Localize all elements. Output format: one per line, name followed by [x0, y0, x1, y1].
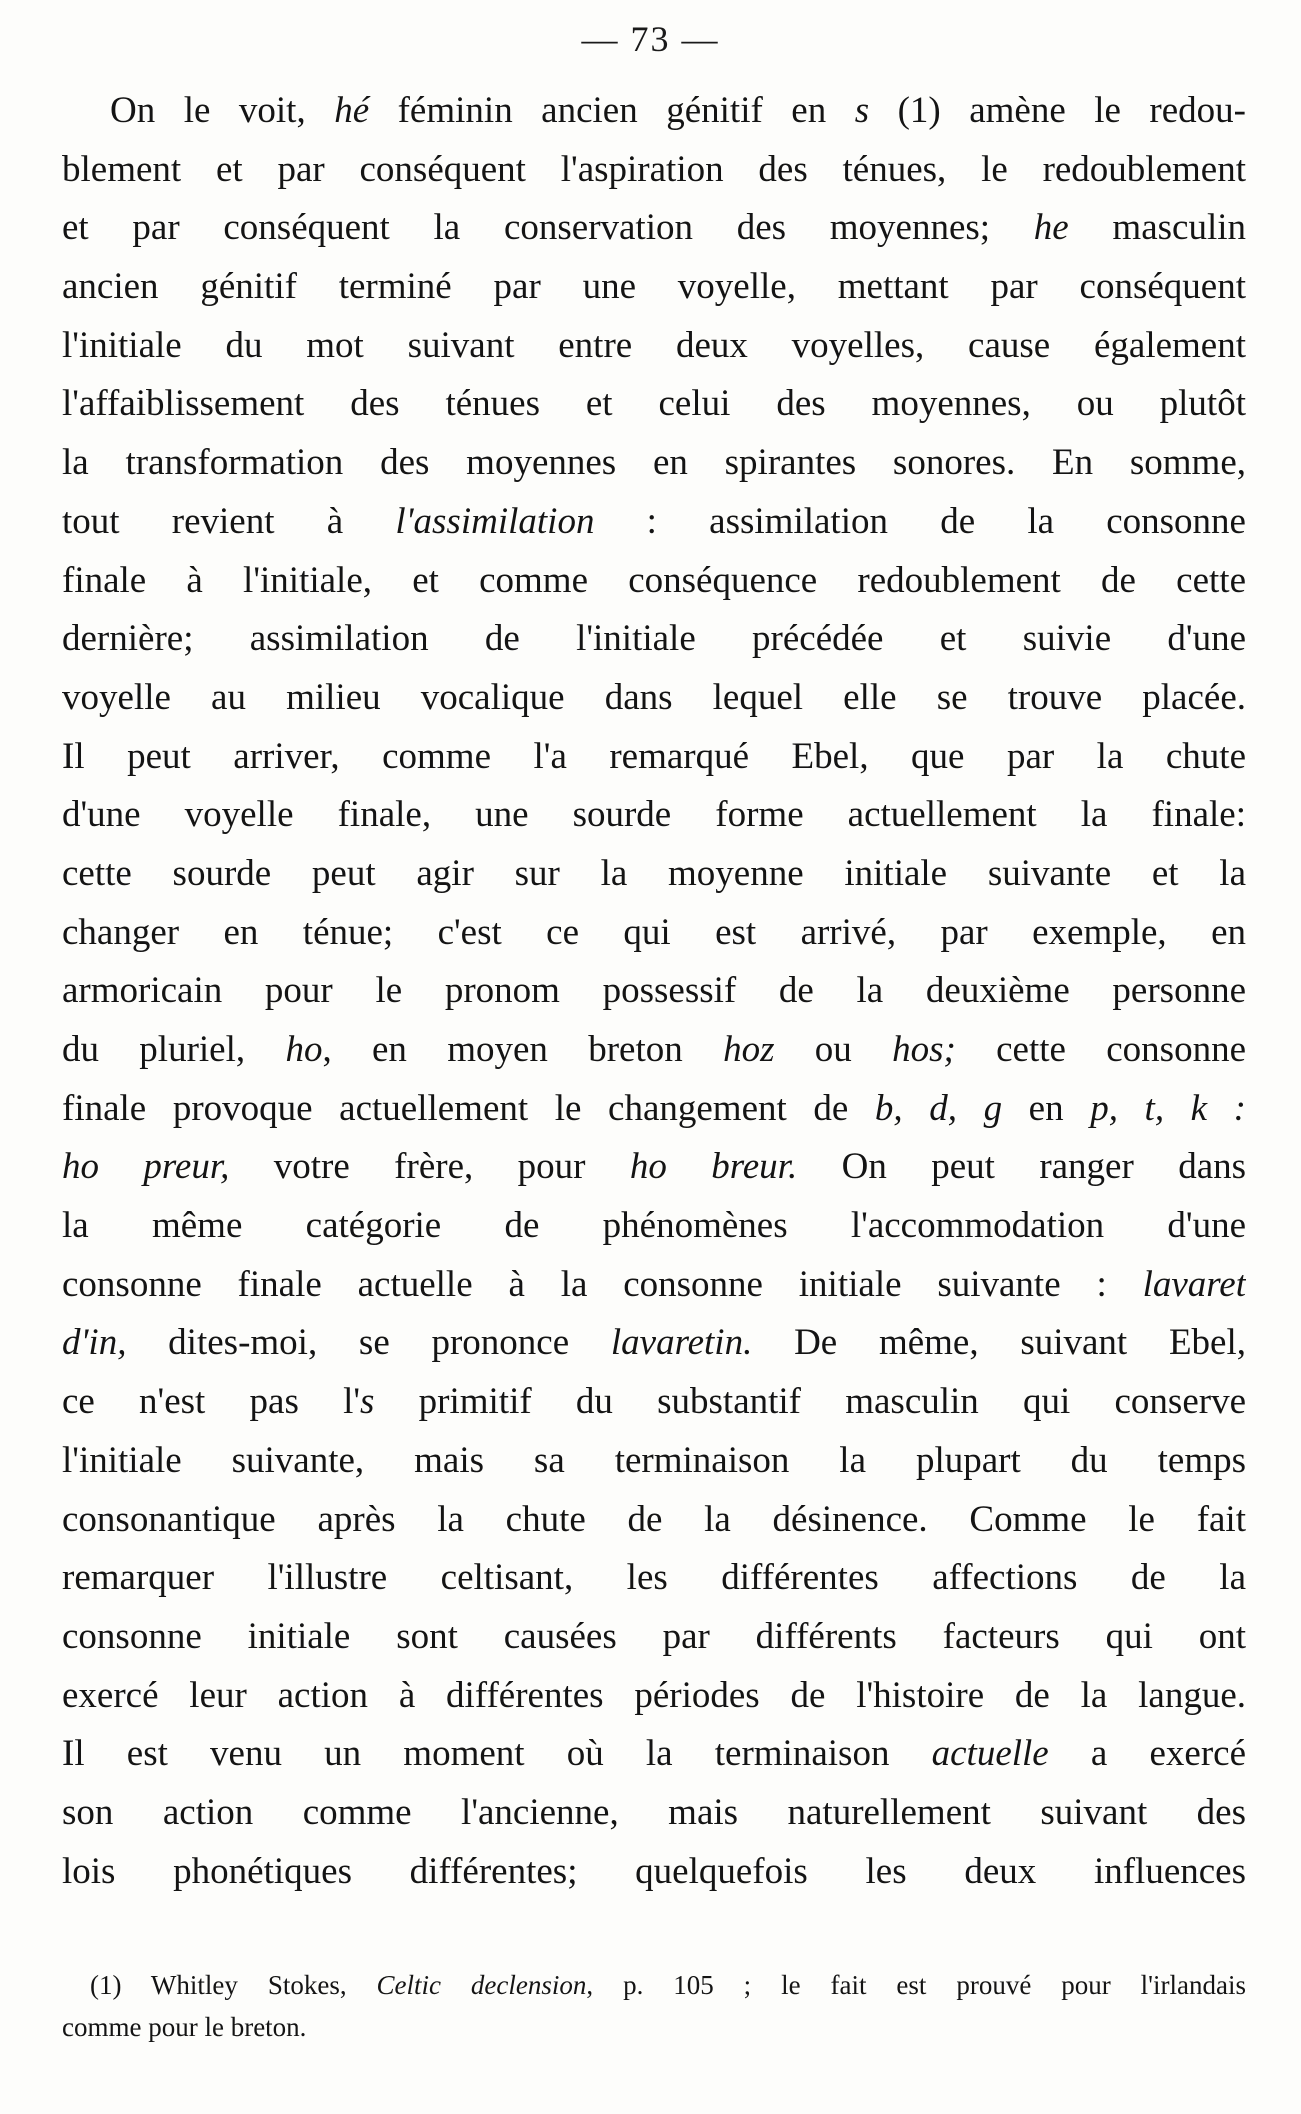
italic-text-run: lavaret: [1142, 1263, 1246, 1305]
text-run: masculin: [1068, 207, 1246, 249]
italic-text-run: ho breur.: [629, 1146, 798, 1188]
text-line: d'une voyelle finale, une sourde forme actuellement la finale:: [62, 794, 1246, 836]
italic-text-run: Celtic declension: [376, 1970, 587, 2000]
text-line: [62, 1256, 1246, 1315]
italic-text-run: s: [854, 90, 870, 131]
italic-text-run: ho: [285, 1029, 323, 1070]
text-run: primitif du substantif masculin qui conserve: [374, 1381, 1246, 1423]
text-line: la même catégorie de phénomènes l'accommodation d'une: [62, 1205, 1246, 1247]
text-run: : assimilation de la consonne: [594, 500, 1246, 542]
italic-text-run: actuelle: [931, 1733, 1049, 1775]
text-line: consonne initiale sont causées par différents facteurs qui ont: [62, 1615, 1246, 1657]
text-line: l'initiale du mot suivant entre deux voyelles, cause également: [62, 324, 1246, 366]
text-line: changer en ténue; c'est ce qui est arrivé, par exemple, en: [62, 911, 1246, 953]
text-run: tout revient à: [62, 500, 396, 542]
text-run: On peut ranger dans: [797, 1146, 1246, 1188]
text-line: voyelle au milieu vocalique dans lequel elle se trouve placée.: [62, 676, 1246, 718]
text-line: cette sourde peut agir sur la moyenne initiale suivante et la: [62, 852, 1246, 894]
text-line: [62, 199, 1246, 258]
text-line: [62, 1725, 1246, 1784]
text-run: On le voit,: [110, 90, 335, 131]
italic-text-run: l'assimilation: [395, 500, 595, 542]
text-run: , p. 105 ; le fait est prouvé pour l'irlandais: [586, 1970, 1246, 2000]
text-run: (1) Whitley Stokes,: [90, 1970, 377, 2000]
footnote-line: comme pour le breton.: [62, 2012, 307, 2042]
text-line: [62, 1373, 1246, 1432]
body-text: [62, 82, 1246, 1901]
text-line: son action comme l'ancienne, mais naturellement suivant des: [62, 1791, 1246, 1833]
italic-text-run: ho preur,: [62, 1146, 230, 1188]
text-run: cette consonne: [955, 1029, 1246, 1070]
text-line: la transformation des moyennes en spirantes sonores. En somme,: [62, 442, 1246, 484]
text-line: [62, 82, 1246, 141]
text-run: consonne finale actuelle à la consonne initiale suivante :: [62, 1263, 1143, 1305]
text-line: blement et par conséquent l'aspiration des ténues, le redoublement: [62, 148, 1246, 190]
italic-text-run: hé: [334, 90, 370, 131]
italic-text-run: p, t, k :: [1090, 1087, 1246, 1129]
text-run: ce n'est pas l': [62, 1381, 361, 1423]
page-number: — 73 —: [581, 19, 720, 59]
text-line: armoricain pour le pronom possessif de la deuxième personne: [62, 970, 1246, 1012]
text-line: [62, 1138, 1246, 1197]
text-line: [62, 1314, 1246, 1373]
italic-text-run: hos;: [892, 1029, 956, 1070]
text-run: du pluriel,: [62, 1029, 286, 1070]
text-line: ancien génitif terminé par une voyelle, mettant par conséquent: [62, 266, 1246, 308]
text-line: [62, 1080, 1246, 1139]
text-line: l'affaiblissement des ténues et celui des moyennes, ou plutôt: [62, 383, 1246, 425]
text-line: lois phonétiques différentes; quelquefois les deux influences: [62, 1850, 1246, 1892]
text-run: De même, suivant Ebel,: [752, 1322, 1246, 1364]
text-run: dites-moi, se prononce: [126, 1322, 611, 1364]
footnote: [62, 1964, 1246, 2048]
text-line: l'initiale suivante, mais sa terminaison la plupart du temps: [62, 1439, 1246, 1481]
italic-text-run: he: [1033, 207, 1069, 249]
text-line: Il peut arriver, comme l'a remarqué Ebel, que par la chute: [62, 735, 1246, 777]
text-line: remarquer l'illustre celtisant, les différentes affections de la: [62, 1557, 1246, 1599]
text-run: et par conséquent la conservation des moyennes;: [62, 207, 1034, 249]
text-line: dernière; assimilation de l'initiale précédée et suivie d'une: [62, 618, 1246, 660]
italic-text-run: d'in,: [62, 1322, 127, 1364]
text-run: a exercé: [1048, 1733, 1246, 1775]
italic-text-run: s: [360, 1381, 375, 1423]
italic-text-run: lavaretin.: [610, 1322, 753, 1364]
text-run: ou: [774, 1029, 893, 1070]
text-line: [62, 1021, 1246, 1080]
text-run: votre frère, pour: [229, 1146, 630, 1188]
italic-text-run: b, d, g: [874, 1087, 1003, 1129]
text-line: exercé leur action à différentes périodes de l'histoire de la langue.: [62, 1674, 1246, 1716]
text-line: consonantique après la chute de la désinence. Comme le fait: [62, 1498, 1246, 1540]
italic-text-run: hoz: [723, 1029, 775, 1070]
text-line: [62, 493, 1246, 552]
text-run: , en moyen breton: [322, 1029, 724, 1070]
text-run: en: [1002, 1087, 1091, 1129]
text-run: féminin ancien génitif en: [369, 90, 855, 131]
footnote-line: [62, 1964, 1246, 2006]
text-run: (1) amène le redou-: [869, 90, 1246, 131]
text-run: finale provoque actuellement le changement de: [62, 1087, 875, 1129]
text-run: Il est venu un moment où la terminaison: [62, 1733, 932, 1775]
text-line: finale à l'initiale, et comme conséquence redoublement de cette: [62, 559, 1246, 601]
